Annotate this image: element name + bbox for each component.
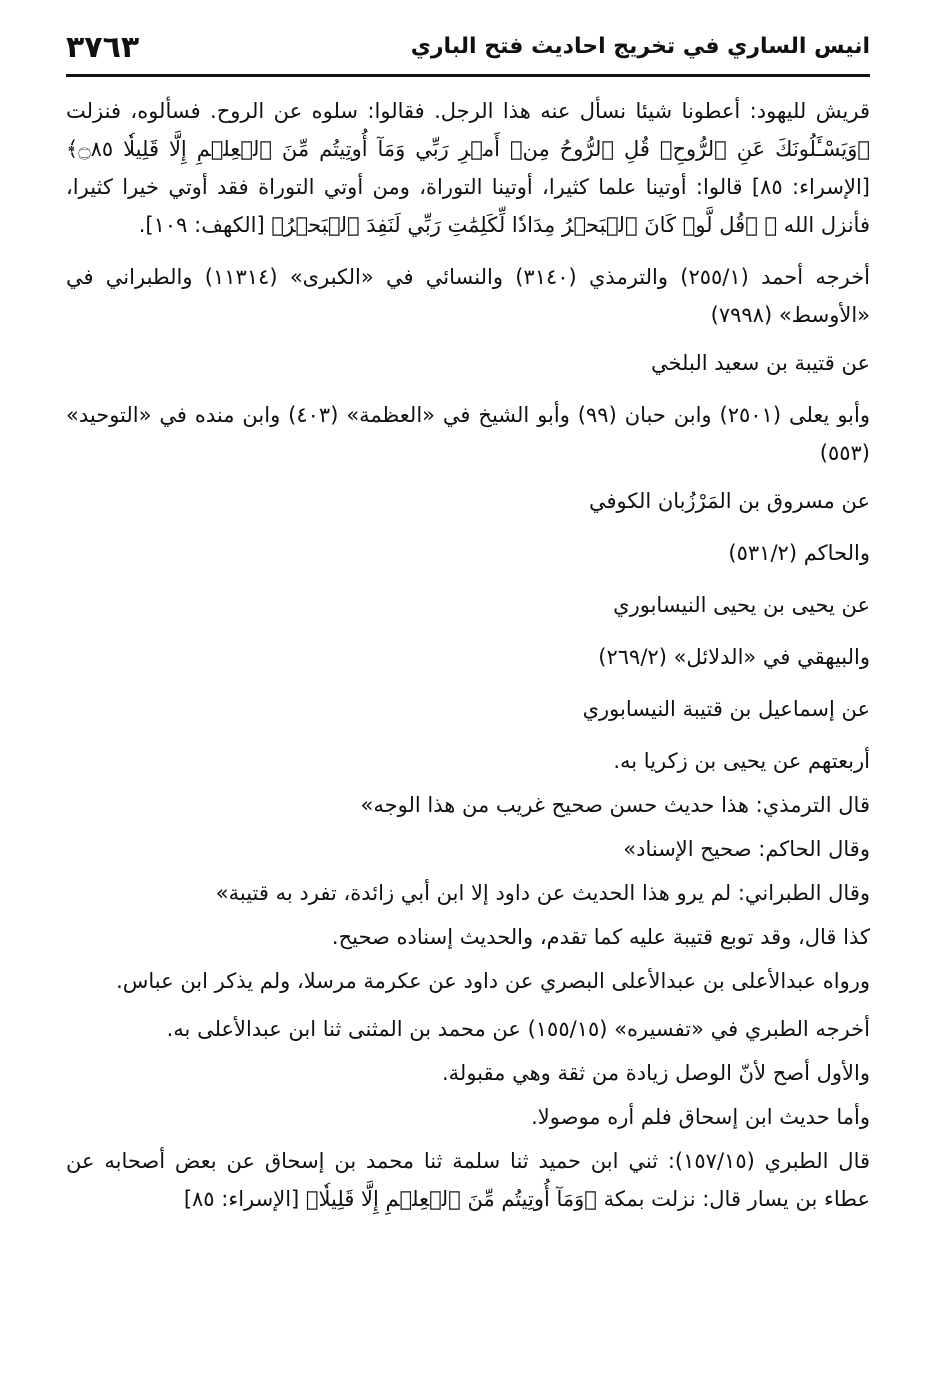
paragraph-takhrij-ahmad: أخرجه أحمد (٢٥٥/١) والترمذي (٣١٤٠) والنسائي في «الكبرى» (١١٣١٤) والطبراني في «الأوسط» (٧٩٩٨): [66, 265, 871, 327]
paragraph-quran-context: قريش لليهود: أعطونا شيئا نسأل عنه هذا الرجل. فقالوا: سلوه عن الروح. فسألوه، فنزلت ﴿وَيَسْـَٔلُونَكَ عَنِ ٱلرُّوحِۖ قُلِ ٱلرُّوحُ مِنۡ أَمۡرِ رَبِّي وَمَآ أُوتِيتُم مِّنَ ٱلۡعِلۡمِ إِلَّا قَلِيلٗا ۝٨٥﴾ [الإسراء: ٨٥] قالوا: أوتينا علما كثيرا، أوتينا التوراة، ومن أوتي التوراة فقد أوتي خيرا كثيرا، فأنزل الله ﷻ ﴿قُل لَّوۡ كَانَ ٱلۡبَحۡرُ مِدَادٗا لِّكَلِمَٰتِ رَبِّي لَنَفِدَ ٱلۡبَحۡرُ﴾ [الكهف: ١٠٩].: [66, 99, 870, 237]
page-header: [66, 28, 870, 77]
page-number: ٣٧٦٣: [66, 30, 140, 65]
line-tirmidhi-verdict: قال الترمذي: هذا حديث حسن صحيح غريب من هذا الوجه»: [360, 793, 870, 817]
line-bayhaqi: والبيهقي في «الدلائل» (٢٦٩/٢): [598, 645, 870, 669]
running-title: انيس الساري في تخريج احاديث فتح الباري: [410, 34, 870, 59]
line-ismail: عن إسماعيل بن قتيبة النيسابوري: [582, 697, 870, 721]
paragraph-abu-yala: وأبو يعلى (٢٥٠١) وابن حبان (٩٩) وأبو الشيخ في «العظمة» (٤٠٣) وابن منده في «التوحيد» (٥٥٣): [66, 403, 870, 465]
line-arbaatuhum: أربعتهم عن يحيى بن زكريا به.: [613, 749, 870, 773]
line-wasl-note: والأول أصح لأنّ الوصل زيادة من ثقة وهي مقبولة.: [442, 1061, 870, 1085]
line-qutaybah: عن قتيبة بن سعيد البلخي: [650, 351, 870, 375]
line-tabarani-verdict: وقال الطبراني: لم يرو هذا الحديث عن داود إلا ابن أبي زائدة، تفرد به قتيبة»: [215, 881, 870, 905]
line-yahya: عن يحيى بن يحيى النيسابوري: [613, 593, 870, 617]
body-text: [66, 92, 870, 1228]
line-hakim: والحاكم (٥٣١/٢): [728, 541, 870, 565]
line-masruq: عن مسروق بن المَرْزُبان الكوفي: [588, 489, 870, 513]
line-ibn-ishaq: وأما حديث ابن إسحاق فلم أره موصولا.: [531, 1105, 870, 1129]
paragraph-abdulala-mursal: ورواه عبدالأعلى بن عبدالأعلى البصري عن داود عن عكرمة مرسلا، ولم يذكر ابن عباس.: [116, 969, 870, 993]
paragraph-tabari-ata: قال الطبري (١٥٧/١٥): ثني ابن حميد ثنا سلمة ثنا محمد بن إسحاق عن بعض أصحابه عن عطاء بن يسار قال: نزلت بمكة ﴿وَمَآ أُوتِيتُم مِّنَ ٱلۡعِلۡمِ إِلَّا قَلِيلٗا﴾ [الإسراء: ٨٥]: [66, 1149, 871, 1211]
line-hakim-verdict: وقال الحاكم: صحيح الإسناد»: [623, 837, 870, 861]
line-author-comment: كذا قال، وقد توبع قتيبة عليه كما تقدم، والحديث إسناده صحيح.: [331, 925, 870, 949]
line-tabari-tafsir: أخرجه الطبري في «تفسيره» (١٥٥/١٥) عن محمد بن المثنى ثنا ابن عبدالأعلى به.: [166, 1017, 870, 1041]
